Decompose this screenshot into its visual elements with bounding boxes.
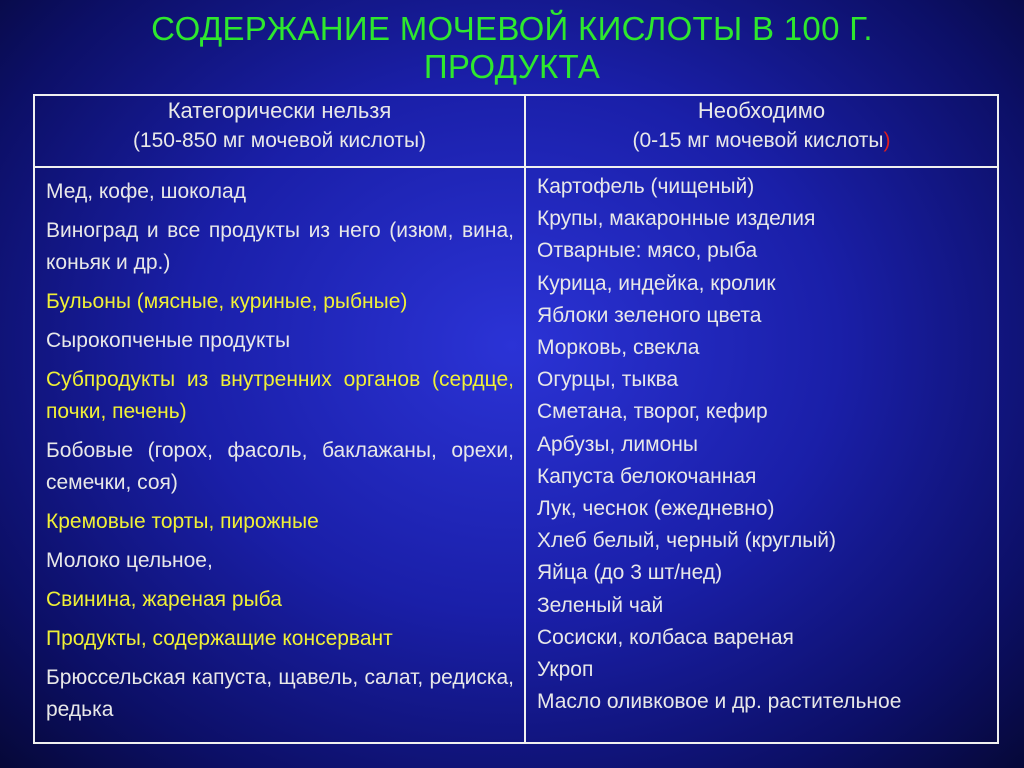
required-header-subtitle-wrap <box>526 126 997 156</box>
required-header-closing-paren: ) <box>883 129 891 152</box>
forbidden-item: Продукты, содержащие консервант <box>46 627 393 650</box>
forbidden-item: Брюссельская капуста, щавель, салат, редиска, редька <box>46 666 514 721</box>
required-item: Лук, чеснок (ежедневно) <box>537 497 775 521</box>
required-item: Яйца (до 3 шт/нед) <box>537 561 723 585</box>
required-column <box>525 167 998 743</box>
forbidden-column-header <box>34 95 525 167</box>
forbidden-item: Субпродукты из внутренних органов (сердце, почки, печень) <box>46 368 514 423</box>
required-item: Картофель (чищеный) <box>537 175 755 198</box>
forbidden-column <box>34 167 525 743</box>
forbidden-item: Бобовые (горох, фасоль, баклажаны, орехи, семечки, соя) <box>46 439 514 494</box>
forbidden-list <box>35 168 524 726</box>
required-item: Яблоки зеленого цвета <box>537 303 762 327</box>
required-item: Сметана, творог, кефир <box>537 400 768 424</box>
forbidden-item: Молоко цельное, <box>46 549 213 572</box>
uric-acid-table <box>33 94 999 744</box>
required-item: Масло оливковое и др. растительное <box>537 690 902 714</box>
required-item: Крупы, макаронные изделия <box>537 207 816 231</box>
required-item: Укроп <box>537 658 594 682</box>
slide-title <box>0 10 1024 86</box>
required-item: Зеленый чай <box>537 593 664 617</box>
required-list <box>526 168 997 718</box>
table-body-row <box>34 167 998 743</box>
forbidden-item: Кремовые торты, пирожные <box>46 510 319 533</box>
forbidden-item: Свинина, жареная рыба <box>46 588 282 611</box>
required-item: Хлеб белый, черный (круглый) <box>537 529 837 553</box>
forbidden-item: Бульоны (мясные, куриные, рыбные) <box>46 290 408 313</box>
table-header-row <box>34 95 998 167</box>
forbidden-header-title: Категорически нельзя <box>167 98 392 123</box>
forbidden-item: Виноград и все продукты из него (изюм, вина, коньяк и др.) <box>46 219 514 274</box>
required-item: Морковь, свекла <box>537 336 700 360</box>
forbidden-item: Сырокопченые продукты <box>46 329 291 352</box>
required-item: Огурцы, тыква <box>537 368 679 392</box>
required-header-subtitle: (0-15 мг мочевой кислоты <box>632 129 884 152</box>
required-item: Арбузы, лимоны <box>537 432 698 456</box>
forbidden-header-subtitle: (150-850 мг мочевой кислоты) <box>132 129 427 152</box>
required-item: Отварные: мясо, рыба <box>537 239 758 263</box>
required-item: Сосиски, колбаса вареная <box>537 625 794 649</box>
required-header-title: Необходимо <box>697 98 826 123</box>
forbidden-item: Мед, кофе, шоколад <box>46 180 246 203</box>
slide-title-line-2: ПРОДУКТА <box>423 48 601 85</box>
required-column-header <box>525 95 998 167</box>
slide-title-line-1: СОДЕРЖАНИЕ МОЧЕВОЙ КИСЛОТЫ В 100 Г. <box>151 10 873 47</box>
required-item: Капуста белокочанная <box>537 464 757 488</box>
required-item: Курица, индейка, кролик <box>537 271 776 295</box>
